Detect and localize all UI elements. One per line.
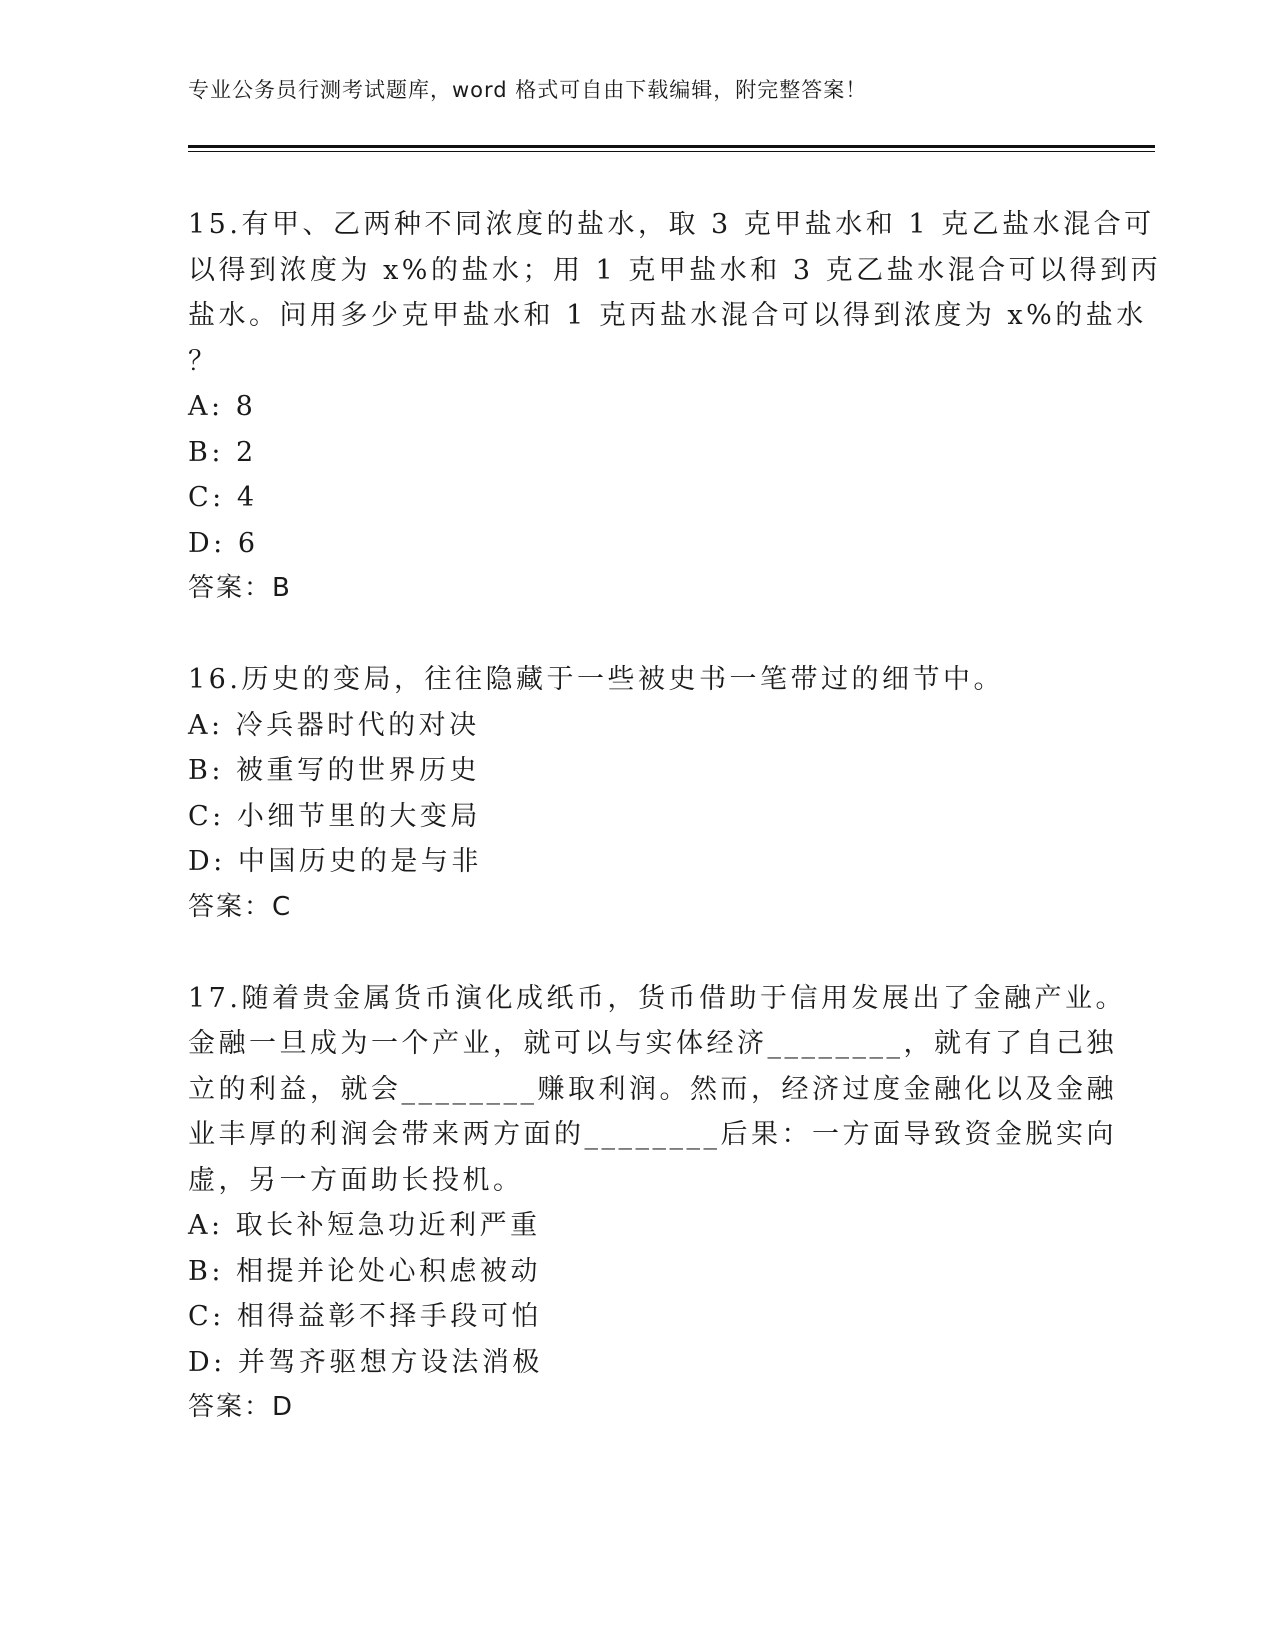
stem-line: 盐水。问用多少克甲盐水和 1 克丙盐水混合可以得到浓度为 x%的盐水	[188, 300, 1147, 331]
option-d: D: 并驾齐驱想方设法消极	[188, 1346, 543, 1378]
option-c: C: 4	[188, 482, 258, 513]
question-spacer	[188, 612, 1088, 658]
option-b: B: 2	[188, 436, 257, 468]
stem-line: 以得到浓度为 x%的盐水；用 1 克甲盐水和 3 克乙盐水混合可以得到丙	[188, 254, 1162, 286]
stem-line: 立的利益，就会________赚取利润。然而，经济过度金融化以及金融	[188, 1073, 1117, 1105]
stem-line: 金融一旦成为一个产业，就可以与实体经济________，就有了自己独	[188, 1028, 1117, 1059]
question-stem	[188, 657, 1088, 703]
stem-line: 16.历史的变局，往往隐藏于一些被史书一笔带过的细节中。	[188, 664, 1004, 695]
stem-line: ？	[188, 345, 219, 377]
option-b: B: 相提并论处心积虑被动	[188, 1255, 542, 1287]
answer-line: 答案：D	[188, 1392, 295, 1422]
question-16	[188, 657, 1088, 930]
stem-line: 15.有甲、乙两种不同浓度的盐水，取 3 克甲盐水和 1 克乙盐水混合可	[188, 209, 1155, 240]
answer-line: 答案：C	[188, 891, 293, 922]
answer-line: 答案：B	[188, 573, 292, 603]
question-stem	[188, 976, 1126, 1204]
page-header: 专业公务员行测考试题库，word 格式可自由下载编辑，附完整答案！	[188, 78, 868, 102]
option-d: D: 中国历史的是与非	[188, 846, 482, 877]
option-a: A: 8	[188, 391, 257, 422]
question-stem	[188, 202, 1162, 384]
option-b: B: 被重写的世界历史	[188, 755, 481, 786]
question-spacer	[188, 930, 1088, 976]
question-list	[188, 202, 1162, 1431]
question-17	[188, 976, 1126, 1431]
stem-line: 虚，另一方面助长投机。	[188, 1164, 524, 1196]
stem-line: 17.随着贵金属货币演化成纸币，货币借助于信用发展出了金融产业。	[188, 982, 1126, 1014]
question-15	[188, 202, 1162, 612]
option-a: A: 取长补短急功近利严重	[188, 1210, 541, 1241]
option-d: D: 6	[188, 527, 259, 559]
option-a: A: 冷兵器时代的对决	[188, 709, 480, 741]
stem-line: 业丰厚的利润会带来两方面的________后果：一方面导致资金脱实向	[188, 1119, 1117, 1150]
header-rule-thin	[188, 151, 1155, 152]
option-c: C: 相得益彰不择手段可怕	[188, 1301, 542, 1332]
header-rule-thick	[188, 145, 1155, 148]
option-c: C: 小细节里的大变局	[188, 800, 481, 832]
